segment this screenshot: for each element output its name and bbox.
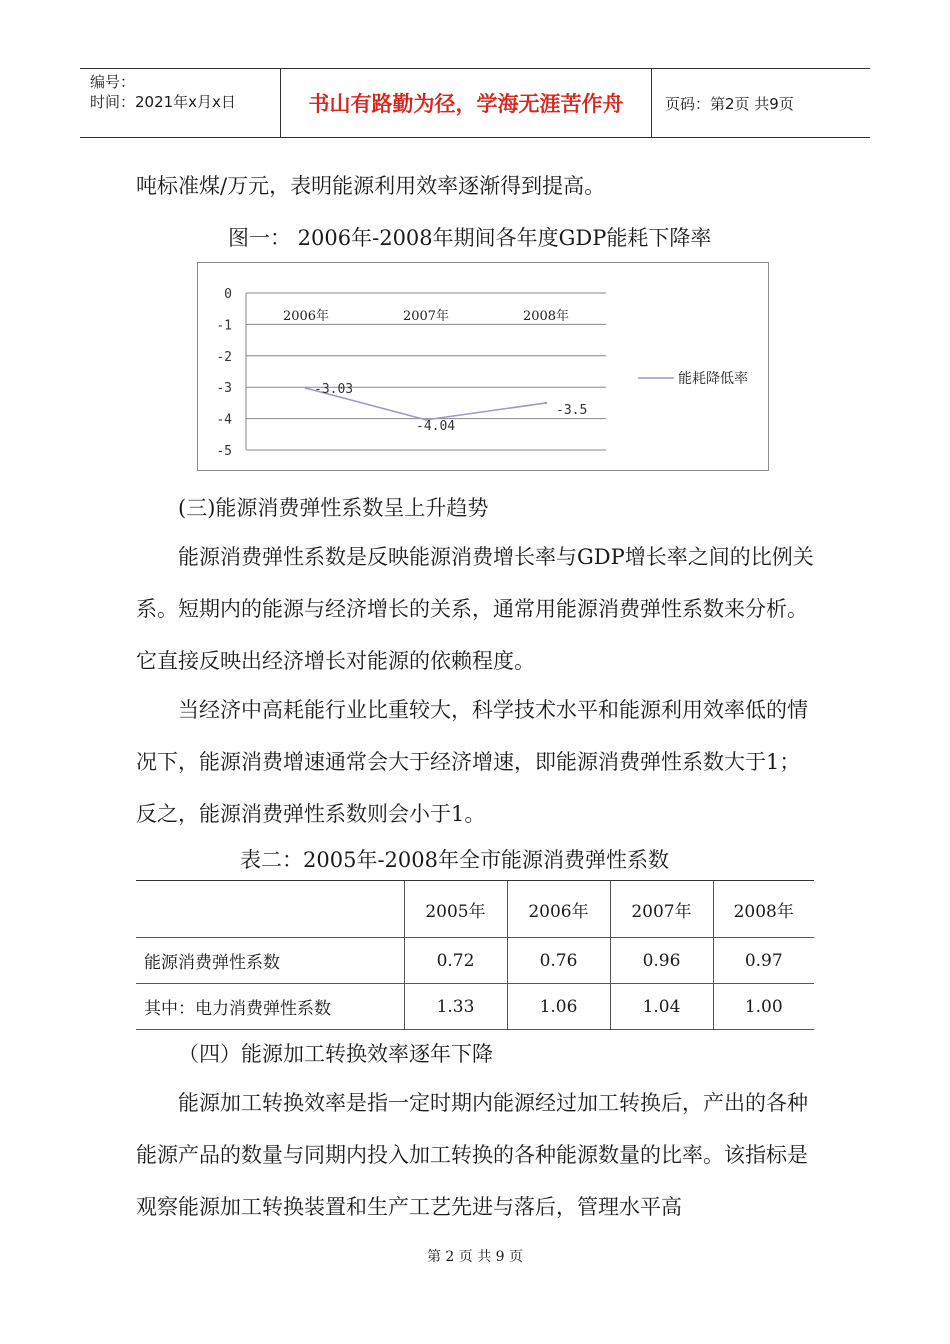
y-tick-label: -3 (216, 381, 232, 397)
table-row (136, 938, 814, 984)
table-header-cell: 2006年 (507, 881, 610, 938)
table-cell: 1.04 (610, 984, 713, 1030)
data-point (305, 387, 307, 389)
data-label: -3.5 (556, 402, 588, 418)
y-tick-label: -5 (216, 444, 232, 459)
x-category-label: 2006年 (282, 309, 330, 324)
row-label: 能源消费弹性系数 (136, 938, 404, 984)
elasticity-table (136, 880, 814, 1030)
data-label: -4.04 (416, 418, 456, 434)
section-3-title: (三)能源消费弹性系数呈上升趋势 (178, 496, 489, 520)
table-header-cell: 2005年 (404, 881, 507, 938)
chart-svg (198, 263, 770, 472)
table-caption: 表二：2005年-2008年全市能源消费弹性系数 (240, 848, 669, 872)
header-page-label: 页码：第2页 共9页 (665, 94, 794, 113)
data-point (545, 402, 547, 404)
table-cell: 1.06 (507, 984, 610, 1030)
paragraph-intro: 吨标准煤/万元，表明能源利用效率逐渐得到提高。 (136, 174, 606, 198)
table-cell: 0.97 (713, 938, 814, 984)
doc-time-label: 时间：2021年x月x日 (90, 93, 236, 111)
table-header-cell: 2008年 (713, 881, 814, 938)
paragraph-elasticity-definition: 能源消费弹性系数是反映能源消费增长率与GDP增长率之间的比例关系。短期内的能源与经济增长的关系，通常用能源消费弹性系数来分析。它直接反映出经济增长对能源的依赖程度。 (136, 545, 814, 673)
table-cell: 0.96 (610, 938, 713, 984)
y-tick-label: -4 (216, 412, 232, 428)
figure-caption: 图一： 2006年-2008年期间各年度GDP能耗下降率 (228, 226, 712, 250)
table-header-row (136, 881, 814, 938)
table-cell: 1.00 (713, 984, 814, 1030)
y-tick-label: -1 (216, 318, 232, 334)
table-header-cell: 2007年 (610, 881, 713, 938)
paragraph-elasticity-explanation: 当经济中高耗能行业比重较大，科学技术水平和能源利用效率低的情况下，能源消费增速通常会大于经济增速，即能源消费弹性系数大于1；反之，能源消费弹性系数则会小于1。 (136, 698, 808, 826)
table-cell: 0.76 (507, 938, 610, 984)
page-header (80, 68, 870, 138)
legend-label: 能耗降低率 (678, 371, 748, 387)
energy-drop-chart (197, 262, 769, 471)
header-motto: 书山有路勤为径，学海无涯苦作舟 (280, 69, 652, 137)
table-row (136, 984, 814, 1030)
table-cell: 1.33 (404, 984, 507, 1030)
paragraph-conversion-efficiency: 能源加工转换效率是指一定时期内能源经过加工转换后，产出的各种能源产品的数量与同期内投入加工转换的各种能源数量的比率。该指标是观察能源加工转换装置和生产工艺先进与落后，管理水平高 (136, 1091, 808, 1219)
header-meta (80, 69, 280, 137)
y-tick-label: -2 (216, 349, 232, 365)
page-footer: 第 2 页 共 9 页 (426, 1249, 524, 1265)
data-label: -3.03 (314, 382, 354, 398)
row-label: 其中：电力消费弹性系数 (136, 984, 404, 1030)
table-header-cell (136, 881, 404, 938)
doc-number-label: 编号： (90, 73, 136, 91)
x-category-label: 2007年 (402, 309, 450, 324)
y-tick-label: 0 (224, 287, 232, 302)
table-cell: 0.72 (404, 938, 507, 984)
section-4-title: （四）能源加工转换效率逐年下降 (178, 1042, 493, 1066)
x-category-label: 2008年 (522, 309, 570, 324)
